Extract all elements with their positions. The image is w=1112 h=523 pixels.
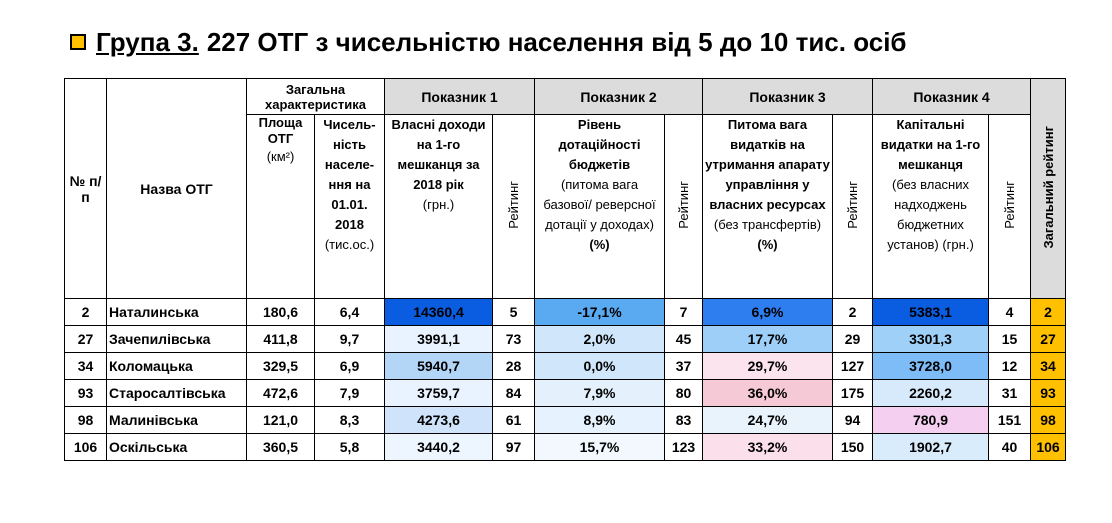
table-row: [65, 326, 1066, 353]
group-label: Група 3.: [96, 26, 199, 57]
cell-name: Оскільська: [107, 434, 247, 461]
subsidy-note: (питома вага базової/ реверсної дотації у доходах): [543, 177, 656, 232]
cell-own-revenue: 4273,6: [385, 407, 493, 434]
table-row: [65, 434, 1066, 461]
cell-name: Коломацька: [107, 353, 247, 380]
cell-rank-1: 73: [493, 326, 535, 353]
table-row: [65, 299, 1066, 326]
header-area: [247, 115, 315, 299]
subsidy-unit: (%): [589, 237, 610, 252]
cell-area: 472,6: [247, 380, 315, 407]
cell-subsidy: -17,1%: [535, 299, 665, 326]
cell-num: 2: [65, 299, 107, 326]
cell-name: Наталинська: [107, 299, 247, 326]
cell-rank-3: 2: [833, 299, 873, 326]
yellow-square-icon: [70, 34, 86, 50]
cell-capital: 1902,7: [873, 434, 989, 461]
header-admin-expenses: [703, 115, 833, 299]
rank-label: Рейтинг: [845, 181, 860, 229]
cell-overall: 27: [1031, 326, 1066, 353]
header-population: [315, 115, 385, 299]
cell-overall: 34: [1031, 353, 1066, 380]
cell-admin: 17,7%: [703, 326, 833, 353]
cell-capital: 2260,2: [873, 380, 989, 407]
cell-own-revenue: 14360,4: [385, 299, 493, 326]
header-rank-2: [665, 115, 703, 299]
cell-subsidy: 2,0%: [535, 326, 665, 353]
cell-num: 98: [65, 407, 107, 434]
cell-rank-4: 31: [989, 380, 1031, 407]
cell-rank-1: 28: [493, 353, 535, 380]
header-indicator-3: Показник 3: [703, 79, 873, 115]
cell-capital: 3728,0: [873, 353, 989, 380]
title-text: 227 ОТГ з чисельністю населення від 5 до 10 тис. осіб: [206, 26, 907, 57]
header-name: Назва ОТГ: [107, 79, 247, 299]
cell-rank-3: 175: [833, 380, 873, 407]
rank-label: Рейтинг: [506, 181, 521, 229]
cell-overall: 93: [1031, 380, 1066, 407]
cell-subsidy: 7,9%: [535, 380, 665, 407]
header-indicator-1: Показник 1: [385, 79, 535, 115]
cell-area: 180,6: [247, 299, 315, 326]
cell-rank-3: 150: [833, 434, 873, 461]
table-row: [65, 407, 1066, 434]
subsidy-label: Рівень дотаційності бюджетів: [558, 117, 641, 172]
header-own-revenue: [385, 115, 493, 299]
cell-rank-1: 61: [493, 407, 535, 434]
cell-capital: 5383,1: [873, 299, 989, 326]
cell-admin: 36,0%: [703, 380, 833, 407]
page-title: [70, 22, 907, 62]
cell-rank-4: 151: [989, 407, 1031, 434]
header-rank-4: [989, 115, 1031, 299]
cell-overall: 2: [1031, 299, 1066, 326]
cell-rank-4: 12: [989, 353, 1031, 380]
overall-rating-label: Загальний рейтинг: [1040, 125, 1056, 249]
cell-admin: 24,7%: [703, 407, 833, 434]
header-rank-3: [833, 115, 873, 299]
cell-rank-2: 45: [665, 326, 703, 353]
cell-overall: 98: [1031, 407, 1066, 434]
cell-area: 360,5: [247, 434, 315, 461]
cell-rank-4: 40: [989, 434, 1031, 461]
area-unit: (км²): [266, 149, 295, 164]
cell-population: 6,9: [315, 353, 385, 380]
capital-expenses-note: (без власних надходжень бюджетних установ) (грн.): [887, 177, 974, 252]
cell-own-revenue: 3991,1: [385, 326, 493, 353]
header-overall-rating: [1031, 79, 1066, 299]
cell-rank-3: 127: [833, 353, 873, 380]
cell-area: 411,8: [247, 326, 315, 353]
header-rank-1: [493, 115, 535, 299]
rating-table: [64, 78, 1066, 461]
header-subsidy-level: [535, 115, 665, 299]
cell-population: 6,4: [315, 299, 385, 326]
population-label: Чисель-ність населе-ння на 01.01. 2018: [323, 117, 376, 232]
cell-rank-4: 15: [989, 326, 1031, 353]
cell-own-revenue: 5940,7: [385, 353, 493, 380]
cell-capital: 3301,3: [873, 326, 989, 353]
cell-rank-3: 94: [833, 407, 873, 434]
cell-capital: 780,9: [873, 407, 989, 434]
cell-rank-2: 7: [665, 299, 703, 326]
cell-own-revenue: 3759,7: [385, 380, 493, 407]
header-num: № п/п: [65, 79, 107, 299]
cell-area: 121,0: [247, 407, 315, 434]
table-row: [65, 353, 1066, 380]
cell-rank-1: 5: [493, 299, 535, 326]
header-capital-expenses: [873, 115, 989, 299]
cell-population: 7,9: [315, 380, 385, 407]
cell-population: 9,7: [315, 326, 385, 353]
cell-rank-3: 29: [833, 326, 873, 353]
admin-expenses-label: Питома вага видатків на утримання апарату управління у власних ресурсах: [705, 117, 830, 212]
own-revenue-unit: (грн.): [422, 197, 455, 212]
cell-rank-2: 123: [665, 434, 703, 461]
cell-population: 5,8: [315, 434, 385, 461]
cell-rank-1: 84: [493, 380, 535, 407]
table-row: [65, 380, 1066, 407]
cell-admin: 29,7%: [703, 353, 833, 380]
cell-rank-2: 80: [665, 380, 703, 407]
cell-rank-2: 37: [665, 353, 703, 380]
rank-label: Рейтинг: [1002, 181, 1017, 229]
cell-rank-2: 83: [665, 407, 703, 434]
cell-name: Зачепилівська: [107, 326, 247, 353]
cell-num: 93: [65, 380, 107, 407]
header-indicator-4: Показник 4: [873, 79, 1031, 115]
cell-own-revenue: 3440,2: [385, 434, 493, 461]
cell-admin: 33,2%: [703, 434, 833, 461]
cell-subsidy: 8,9%: [535, 407, 665, 434]
cell-population: 8,3: [315, 407, 385, 434]
population-unit: (тис.ос.): [324, 237, 375, 252]
admin-expenses-unit: (%): [757, 237, 778, 252]
cell-name: Старосалтівська: [107, 380, 247, 407]
cell-overall: 106: [1031, 434, 1066, 461]
cell-subsidy: 15,7%: [535, 434, 665, 461]
cell-rank-1: 97: [493, 434, 535, 461]
cell-num: 27: [65, 326, 107, 353]
rank-label: Рейтинг: [676, 181, 691, 229]
capital-expenses-label: Капітальні видатки на 1-го мешканця: [880, 117, 981, 172]
header-indicator-2: Показник 2: [535, 79, 703, 115]
admin-expenses-note: (без трансфертів): [713, 217, 822, 232]
cell-subsidy: 0,0%: [535, 353, 665, 380]
cell-rank-4: 4: [989, 299, 1031, 326]
cell-num: 106: [65, 434, 107, 461]
own-revenue-label: Власні доходи на 1-го мешканця за 2018 рік: [391, 117, 486, 192]
header-general: Загальна характеристика: [247, 79, 385, 115]
area-label: Площа ОТГ: [258, 115, 303, 146]
cell-num: 34: [65, 353, 107, 380]
cell-admin: 6,9%: [703, 299, 833, 326]
cell-area: 329,5: [247, 353, 315, 380]
cell-name: Малинівська: [107, 407, 247, 434]
